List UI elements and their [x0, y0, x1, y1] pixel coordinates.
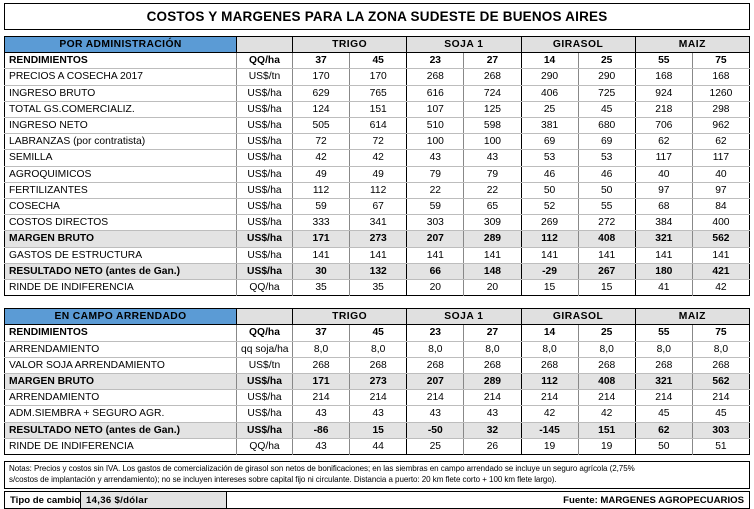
row-value: 43 [350, 406, 407, 422]
row-label: SEMILLA [5, 150, 237, 166]
row-value: 42 [521, 406, 578, 422]
row-unit: US$/ha [237, 150, 293, 166]
row-value: 45 [635, 406, 692, 422]
row-value: 924 [635, 85, 692, 101]
row-value: 268 [293, 357, 350, 373]
table2-header-label: EN CAMPO ARRENDADO [5, 309, 237, 325]
row-label: RESULTADO NETO (antes de Gan.) [5, 263, 237, 279]
row-value: 406 [521, 85, 578, 101]
row-value: 42 [578, 406, 635, 422]
row-value: 333 [293, 215, 350, 231]
row-value: 52 [521, 199, 578, 215]
row-value: 19 [578, 438, 635, 454]
table-row [5, 341, 750, 357]
row-value: 14 [521, 325, 578, 341]
row-value: 214 [350, 390, 407, 406]
row-value: 55 [635, 325, 692, 341]
row-value: 214 [692, 390, 749, 406]
row-value: 303 [407, 215, 464, 231]
table-row [5, 134, 750, 150]
table-row [5, 85, 750, 101]
row-value: 141 [578, 247, 635, 263]
table1-crop-maiz: MAIZ [635, 37, 749, 53]
row-value: 59 [407, 199, 464, 215]
row-value: 381 [521, 118, 578, 134]
row-value: 268 [692, 357, 749, 373]
row-value: 112 [293, 182, 350, 198]
notes-line-1: Notas: Precios y costos sin IVA. Los gastos de comercialización de girasol son netos de bonificaciones; en las siembras en campo arrendado se incluye un seguro agrícola (2,75% [9, 464, 635, 474]
row-value: 214 [293, 390, 350, 406]
row-value: 112 [521, 231, 578, 247]
row-value: 37 [293, 53, 350, 69]
row-value: 8,0 [692, 341, 749, 357]
row-value: 79 [464, 166, 521, 182]
row-value: 408 [578, 231, 635, 247]
row-value: 100 [464, 134, 521, 150]
row-value: 42 [350, 150, 407, 166]
row-value: 40 [635, 166, 692, 182]
row-value: 45 [692, 406, 749, 422]
table-row [5, 69, 750, 85]
row-unit: US$/ha [237, 85, 293, 101]
table2-header-unit [237, 309, 293, 325]
row-value: 268 [407, 357, 464, 373]
row-value: 171 [293, 374, 350, 390]
row-value: 20 [407, 280, 464, 296]
row-label: VALOR SOJA ARRENDAMIENTO [5, 357, 237, 373]
row-unit: QQ/ha [237, 438, 293, 454]
table-row [5, 215, 750, 231]
row-value: 268 [464, 357, 521, 373]
table2-header-row [5, 309, 750, 325]
footer-row [5, 492, 750, 509]
row-value: 43 [464, 406, 521, 422]
row-value: 171 [293, 231, 350, 247]
row-value: 8,0 [635, 341, 692, 357]
row-value: 616 [407, 85, 464, 101]
row-value: 43 [293, 438, 350, 454]
row-value: 50 [635, 438, 692, 454]
row-value: 8,0 [350, 341, 407, 357]
table-row [5, 280, 750, 296]
row-value: 84 [692, 199, 749, 215]
row-value: 1260 [692, 85, 749, 101]
row-value: 68 [635, 199, 692, 215]
row-value: 15 [521, 280, 578, 296]
table-row [5, 182, 750, 198]
row-value: 107 [407, 101, 464, 117]
row-value: 55 [635, 53, 692, 69]
table-row [5, 357, 750, 373]
row-unit: US$/ha [237, 406, 293, 422]
notes-box [4, 461, 750, 489]
notes-line-2: s/costos de implantación y arrendamiento); no se incluyen intereses sobre capital fijo ni circulante. Distancia a puerto: 20 km flete corto + 100 km flete largo). [9, 474, 557, 484]
row-value: 725 [578, 85, 635, 101]
row-value: 303 [692, 422, 749, 438]
table-row [5, 199, 750, 215]
row-value: 268 [578, 357, 635, 373]
row-label: RINDE DE INDIFERENCIA [5, 280, 237, 296]
table-row [5, 390, 750, 406]
row-value: 45 [350, 325, 407, 341]
row-unit: US$/ha [237, 374, 293, 390]
row-unit: QQ/ha [237, 325, 293, 341]
row-value: 273 [350, 374, 407, 390]
row-value: -29 [521, 263, 578, 279]
row-value: 962 [692, 118, 749, 134]
row-value: 35 [350, 280, 407, 296]
row-value: 75 [692, 325, 749, 341]
row-value: 66 [407, 263, 464, 279]
row-unit: US$/ha [237, 199, 293, 215]
row-value: 614 [350, 118, 407, 134]
row-value: 72 [350, 134, 407, 150]
footer-bar [4, 491, 750, 509]
row-value: 268 [635, 357, 692, 373]
row-value: 290 [578, 69, 635, 85]
row-value: 562 [692, 374, 749, 390]
table-row [5, 374, 750, 390]
table2-body [5, 325, 750, 455]
row-unit: US$/ha [237, 390, 293, 406]
row-value: 27 [464, 53, 521, 69]
table2-crop-soja1: SOJA 1 [407, 309, 521, 325]
row-label: TOTAL GS.COMERCIALIZ. [5, 101, 237, 117]
row-label: GASTOS DE ESTRUCTURA [5, 247, 237, 263]
row-value: 124 [293, 101, 350, 117]
row-value: 267 [578, 263, 635, 279]
row-unit: US$/ha [237, 182, 293, 198]
row-label: ARRENDAMIENTO [5, 341, 237, 357]
row-value: -86 [293, 422, 350, 438]
row-value: 53 [578, 150, 635, 166]
table1-crop-soja1: SOJA 1 [407, 37, 521, 53]
row-label: ADM.SIEMBRA + SEGURO AGR. [5, 406, 237, 422]
row-value: 35 [293, 280, 350, 296]
row-value: 207 [407, 231, 464, 247]
table-row [5, 166, 750, 182]
row-value: 8,0 [293, 341, 350, 357]
row-value: 289 [464, 374, 521, 390]
row-unit: QQ/ha [237, 53, 293, 69]
row-value: 69 [521, 134, 578, 150]
row-value: 15 [350, 422, 407, 438]
row-value: 69 [578, 134, 635, 150]
row-value: 170 [350, 69, 407, 85]
row-value: 141 [293, 247, 350, 263]
row-value: 26 [464, 438, 521, 454]
table-row [5, 118, 750, 134]
row-value: 268 [350, 357, 407, 373]
table-row [5, 406, 750, 422]
row-value: 384 [635, 215, 692, 231]
table1-crop-girasol: GIRASOL [521, 37, 635, 53]
row-label: INGRESO NETO [5, 118, 237, 134]
table-row [5, 247, 750, 263]
row-value: 20 [464, 280, 521, 296]
row-value: 207 [407, 374, 464, 390]
row-value: 680 [578, 118, 635, 134]
row-value: 214 [578, 390, 635, 406]
row-value: 112 [521, 374, 578, 390]
row-value: 125 [464, 101, 521, 117]
row-value: 72 [293, 134, 350, 150]
row-label: INGRESO BRUTO [5, 85, 237, 101]
row-value: 218 [635, 101, 692, 117]
row-value: 49 [293, 166, 350, 182]
row-unit: US$/tn [237, 69, 293, 85]
row-value: 214 [464, 390, 521, 406]
row-value: 132 [350, 263, 407, 279]
row-label: AGROQUIMICOS [5, 166, 237, 182]
table2-crop-trigo: TRIGO [293, 309, 407, 325]
row-value: 214 [635, 390, 692, 406]
row-value: 112 [350, 182, 407, 198]
row-value: 62 [692, 134, 749, 150]
row-value: 141 [635, 247, 692, 263]
row-label: LABRANZAS (por contratista) [5, 134, 237, 150]
table-row [5, 263, 750, 279]
table-row [5, 101, 750, 117]
row-value: 214 [521, 390, 578, 406]
table-row [5, 53, 750, 69]
table1-body [5, 53, 750, 296]
row-value: 22 [407, 182, 464, 198]
row-unit: QQ/ha [237, 280, 293, 296]
row-value: 46 [521, 166, 578, 182]
row-value: 62 [635, 134, 692, 150]
row-value: 46 [578, 166, 635, 182]
row-value: 341 [350, 215, 407, 231]
table-row [5, 231, 750, 247]
row-value: 268 [407, 69, 464, 85]
row-value: 44 [350, 438, 407, 454]
row-value: 51 [692, 438, 749, 454]
row-value: 42 [692, 280, 749, 296]
row-unit: US$/ha [237, 231, 293, 247]
row-unit: US$/ha [237, 422, 293, 438]
row-value: 151 [350, 101, 407, 117]
row-value: 629 [293, 85, 350, 101]
row-label: PRECIOS A COSECHA 2017 [5, 69, 237, 85]
row-value: 298 [692, 101, 749, 117]
row-value: 43 [407, 406, 464, 422]
row-value: 141 [464, 247, 521, 263]
row-value: 724 [464, 85, 521, 101]
row-value: 309 [464, 215, 521, 231]
row-value: 97 [692, 182, 749, 198]
row-value: 765 [350, 85, 407, 101]
row-value: 25 [521, 101, 578, 117]
row-value: 117 [635, 150, 692, 166]
row-value: 321 [635, 231, 692, 247]
row-value: 289 [464, 231, 521, 247]
row-value: 25 [407, 438, 464, 454]
row-unit: US$/ha [237, 166, 293, 182]
row-value: 290 [521, 69, 578, 85]
row-value: 42 [293, 150, 350, 166]
table-por-administracion [4, 36, 750, 296]
row-value: 40 [692, 166, 749, 182]
row-unit: US$/ha [237, 118, 293, 134]
row-value: 62 [635, 422, 692, 438]
row-value: 214 [407, 390, 464, 406]
row-value: 180 [635, 263, 692, 279]
row-value: 32 [464, 422, 521, 438]
row-value: 25 [578, 325, 635, 341]
table-spacer [4, 296, 750, 308]
row-value: 41 [635, 280, 692, 296]
row-unit: qq soja/ha [237, 341, 293, 357]
row-value: 269 [521, 215, 578, 231]
row-label: RENDIMIENTOS [5, 325, 237, 341]
row-value: 19 [521, 438, 578, 454]
row-value: 100 [407, 134, 464, 150]
row-value: 141 [521, 247, 578, 263]
row-unit: US$/ha [237, 215, 293, 231]
row-value: 65 [464, 199, 521, 215]
row-unit: US$/tn [237, 357, 293, 373]
row-value: 141 [350, 247, 407, 263]
row-value: 273 [350, 231, 407, 247]
page-title: COSTOS Y MARGENES PARA LA ZONA SUDESTE DE BUENOS AIRES [146, 9, 608, 24]
table-row [5, 325, 750, 341]
row-value: 53 [521, 150, 578, 166]
table2-crop-girasol: GIRASOL [521, 309, 635, 325]
row-value: 510 [407, 118, 464, 134]
table-row [5, 150, 750, 166]
row-label: MARGEN BRUTO [5, 374, 237, 390]
row-unit: US$/ha [237, 263, 293, 279]
table1-header-row [5, 37, 750, 53]
row-value: 67 [350, 199, 407, 215]
row-value: 50 [521, 182, 578, 198]
row-value: -50 [407, 422, 464, 438]
row-value: 148 [464, 263, 521, 279]
row-value: 170 [293, 69, 350, 85]
row-value: 49 [350, 166, 407, 182]
row-label: FERTILIZANTES [5, 182, 237, 198]
row-value: 27 [464, 325, 521, 341]
row-value: 141 [407, 247, 464, 263]
table-en-campo-arrendado [4, 308, 750, 455]
table1-header-unit [237, 37, 293, 53]
row-value: 168 [635, 69, 692, 85]
row-value: 22 [464, 182, 521, 198]
row-unit: US$/ha [237, 101, 293, 117]
row-value: 79 [407, 166, 464, 182]
exchange-rate-value: 14,36 $/dólar [81, 492, 227, 509]
row-value: 421 [692, 263, 749, 279]
table-row [5, 438, 750, 454]
table1-header-label: POR ADMINISTRACIÓN [5, 37, 237, 53]
row-value: 268 [464, 69, 521, 85]
row-value: 37 [293, 325, 350, 341]
row-label: RINDE DE INDIFERENCIA [5, 438, 237, 454]
row-label: ARRENDAMIENTO [5, 390, 237, 406]
row-unit: US$/ha [237, 247, 293, 263]
row-value: 55 [578, 199, 635, 215]
source-label: Fuente: MARGENES AGROPECUARIOS [227, 492, 750, 509]
row-value: 43 [293, 406, 350, 422]
row-value: 45 [578, 101, 635, 117]
row-value: 505 [293, 118, 350, 134]
row-value: 75 [692, 53, 749, 69]
row-value: 408 [578, 374, 635, 390]
row-value: 25 [578, 53, 635, 69]
row-value: 23 [407, 325, 464, 341]
row-value: 562 [692, 231, 749, 247]
row-value: 45 [350, 53, 407, 69]
row-label: RENDIMIENTOS [5, 53, 237, 69]
row-value: 8,0 [407, 341, 464, 357]
table1-crop-trigo: TRIGO [293, 37, 407, 53]
row-value: 706 [635, 118, 692, 134]
row-value: 43 [407, 150, 464, 166]
table2-header [5, 309, 750, 325]
table1-header [5, 37, 750, 53]
table-row [5, 422, 750, 438]
page-title-box [4, 3, 750, 30]
row-label: RESULTADO NETO (antes de Gan.) [5, 422, 237, 438]
row-value: 8,0 [578, 341, 635, 357]
row-value: 50 [578, 182, 635, 198]
row-label: MARGEN BRUTO [5, 231, 237, 247]
row-value: 15 [578, 280, 635, 296]
row-value: 268 [521, 357, 578, 373]
row-value: 400 [692, 215, 749, 231]
exchange-rate-label: Tipo de cambio [5, 492, 81, 509]
row-unit: US$/ha [237, 134, 293, 150]
row-label: COSECHA [5, 199, 237, 215]
row-value: 30 [293, 263, 350, 279]
row-value: 598 [464, 118, 521, 134]
row-value: 23 [407, 53, 464, 69]
row-value: 168 [692, 69, 749, 85]
row-value: 117 [692, 150, 749, 166]
row-label: COSTOS DIRECTOS [5, 215, 237, 231]
table2-crop-maiz: MAIZ [635, 309, 749, 325]
row-value: 272 [578, 215, 635, 231]
row-value: 59 [293, 199, 350, 215]
row-value: 43 [464, 150, 521, 166]
row-value: 321 [635, 374, 692, 390]
row-value: 14 [521, 53, 578, 69]
row-value: 8,0 [464, 341, 521, 357]
row-value: 8,0 [521, 341, 578, 357]
row-value: 141 [692, 247, 749, 263]
row-value: 151 [578, 422, 635, 438]
row-value: 97 [635, 182, 692, 198]
row-value: -145 [521, 422, 578, 438]
